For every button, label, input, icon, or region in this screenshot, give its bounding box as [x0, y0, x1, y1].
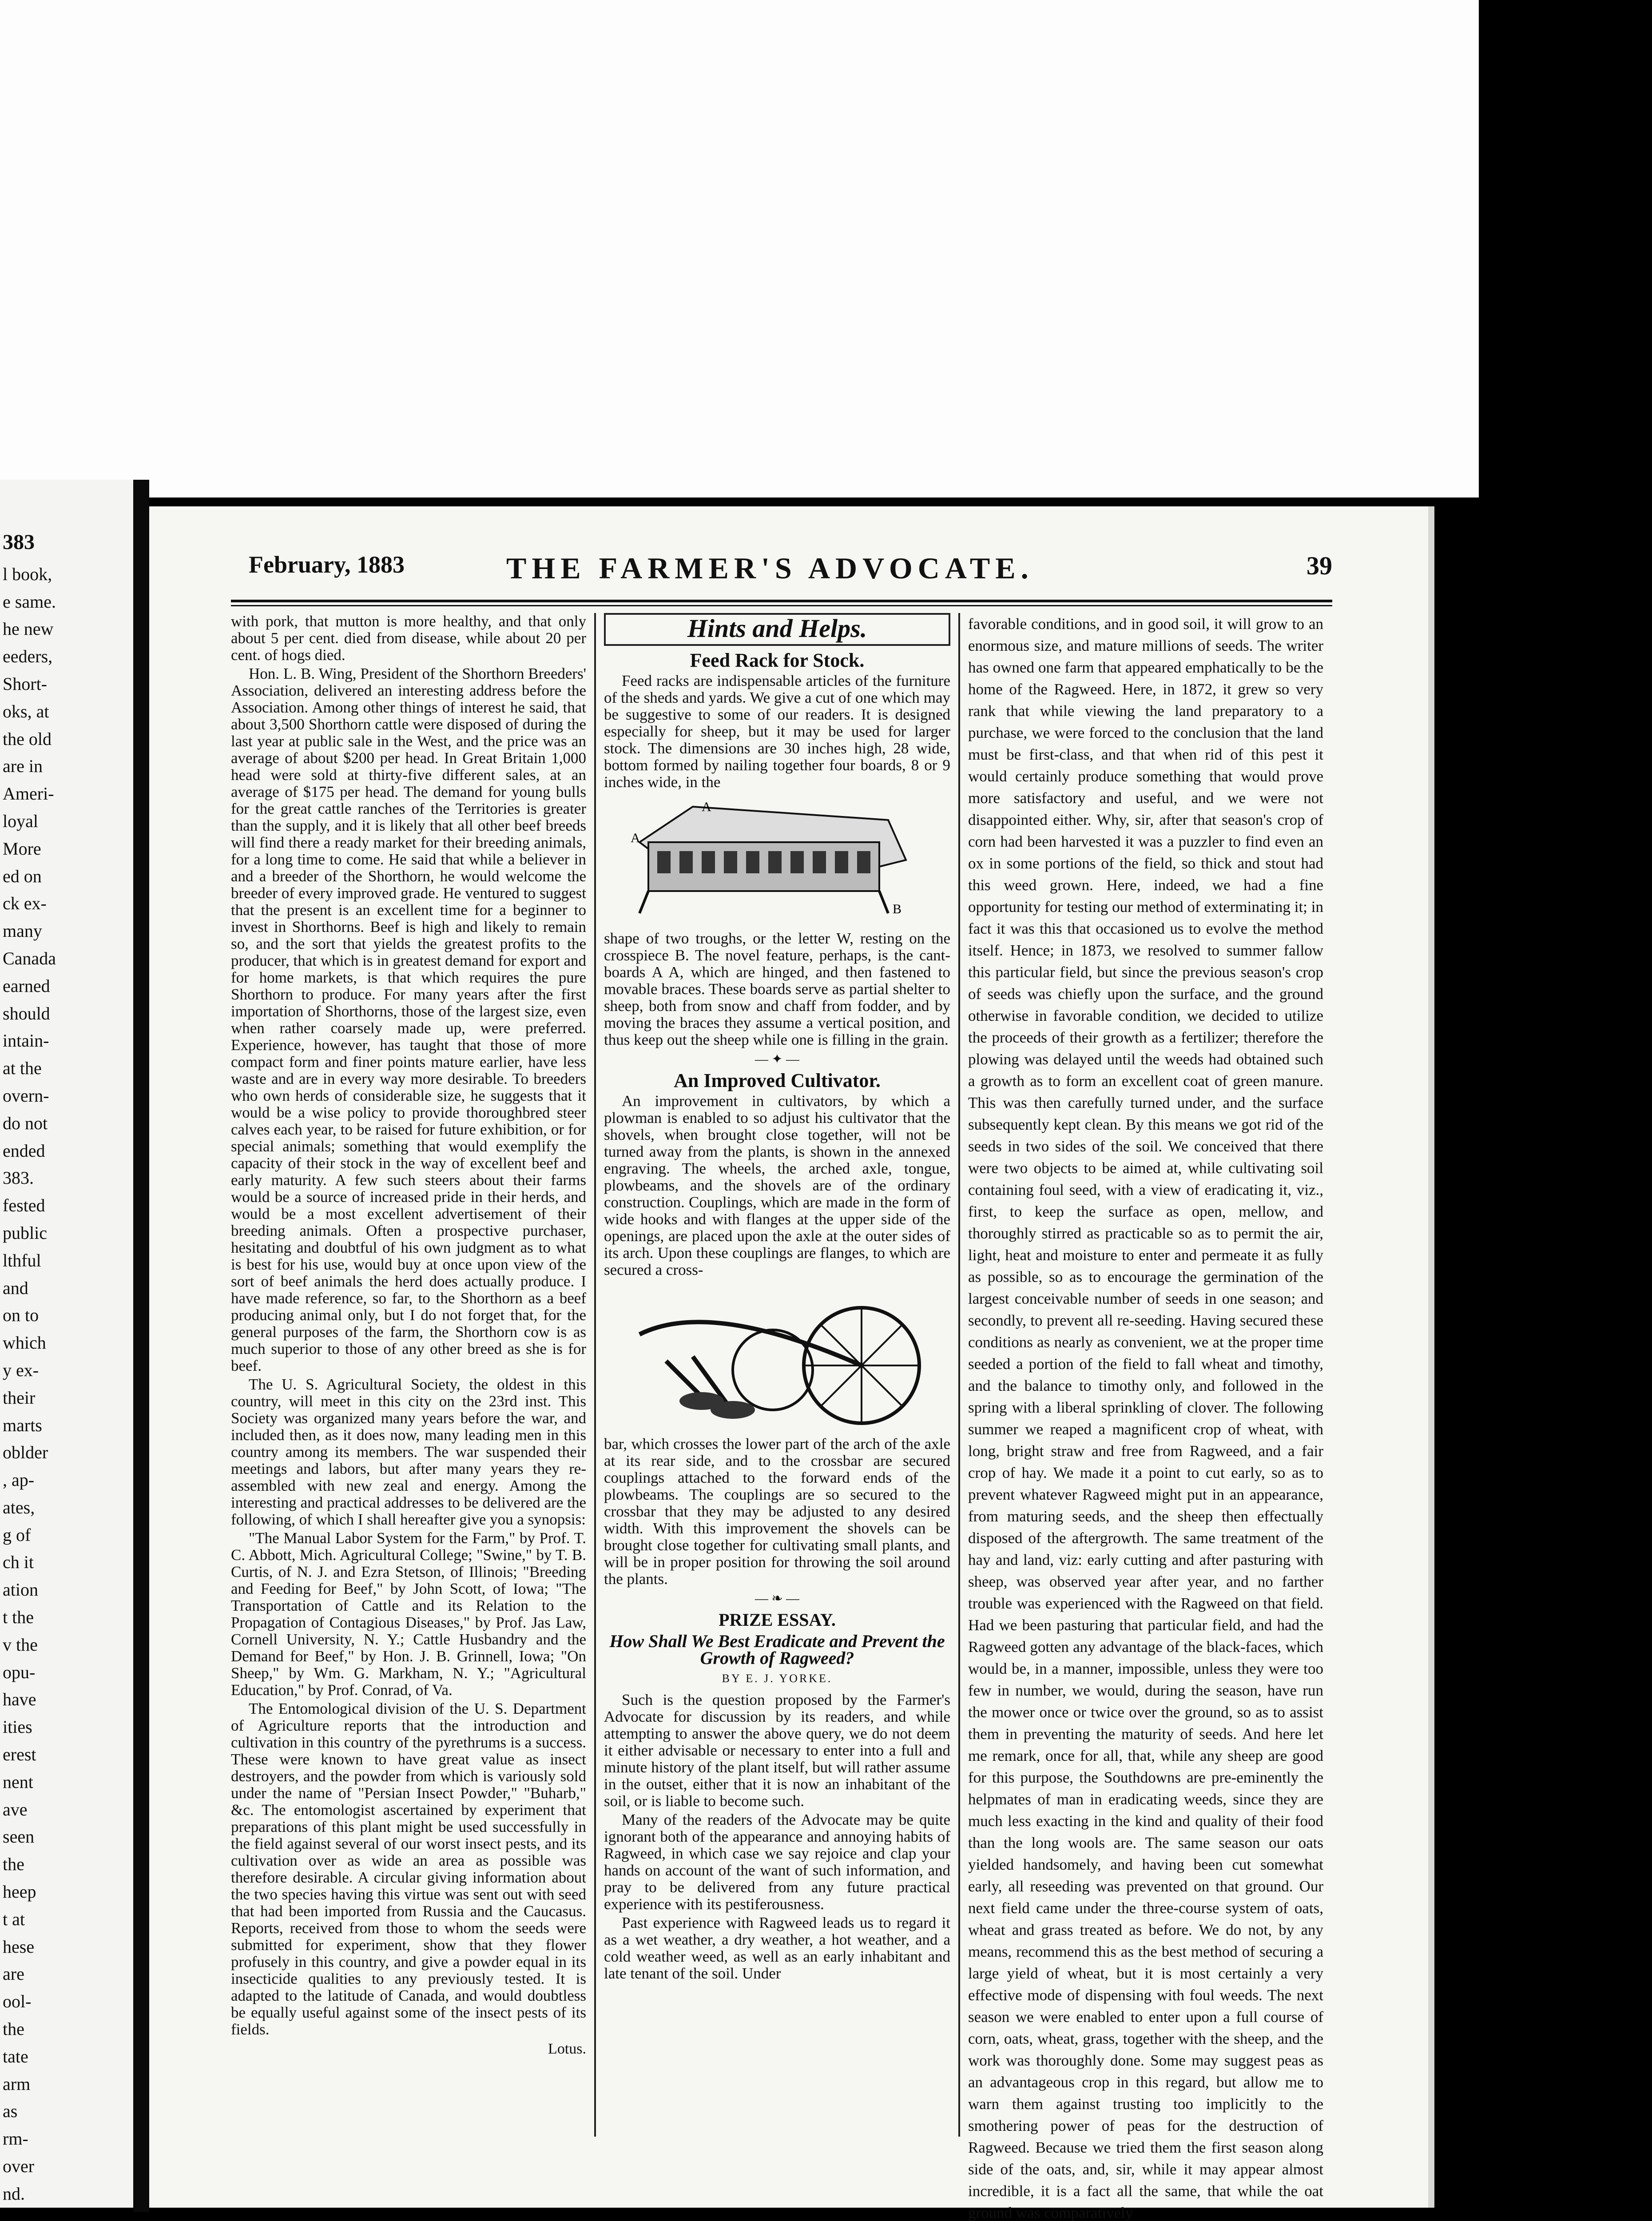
fig-label-b: B [893, 902, 902, 916]
left-page-line: Canada [3, 948, 56, 968]
left-page-line: he new [3, 619, 54, 639]
paragraph: with pork, that mutton is more healthy, and that only about 5 per cent. died from disease, while about 20 per cent. of hogs died. [231, 613, 586, 664]
page-number: 39 [1307, 551, 1332, 580]
left-page-line: at the [3, 1058, 42, 1079]
left-page-line: ation [3, 1580, 38, 1600]
left-page-line: lthful [3, 1250, 41, 1270]
paragraph: "The Manual Labor System for the Farm," by Prof. T. C. Abbott, Mich. Agricultural College; "Swine," by T. B. Curtis, of N. J. and Ezra Stetson, of Illinois; "Breeding and Feeding for Beef," by John Scott, of Iowa; "The Transportation of Cattle and its Relation to the Propagation of Contagious Diseases," by Prof. Jas Law, Cornell University, N. Y.; Cattle Husbandry and the Demand for Beef," by Hon. J. B. Grinnell, Iowa; "On Sheep," by Wm. G. Markham, N. Y.; "Agricultural Education," by Prof. Conrad, of Va. [231, 1529, 586, 1699]
left-page-line: nent [3, 1771, 33, 1792]
paragraph: An improvement in cultivators, by which a plowman is enabled to so adjust his cultivator that the shovels, when brought close together, will not be turned away from the plants, is shown in the annexed engraving. The wheels, the arched axle, tongue, plowbeams, and the shovels are of the ordinary construction. Couplings, which are made in the form of wide hooks and with flanges at the upper side of the openings, are placed upon the axle at the outer sides of its arch. Upon these couplings are flanges, to which are secured a cross- [604, 1092, 950, 1278]
left-page-line: ch it [3, 1552, 34, 1572]
column-divider [958, 613, 960, 2137]
left-page-line: are in [3, 756, 43, 776]
left-page-line: e same. [3, 591, 56, 612]
left-page-line: the [3, 1854, 24, 1875]
prize-label: PRIZE ESSAY. [719, 1610, 836, 1630]
left-page-line: , ap- [3, 1470, 35, 1490]
left-page-line: t the [3, 1607, 34, 1628]
column-divider [594, 613, 596, 2137]
left-page-line: opu- [3, 1662, 36, 1682]
issue-date: February, 1883 [249, 551, 405, 578]
left-page-line: arm [3, 2074, 31, 2094]
left-page-line: y ex- [3, 1360, 39, 1380]
left-page-header: 383 [3, 530, 35, 554]
left-page-line: fested [3, 1195, 45, 1216]
paragraph: The U. S. Agricultural Society, the oldest in this country, will meet in this city on the 23rd inst. This Society was organized many years before the war, and included then, as it does now, many leading men in this country among its members. The war suspended their meetings and labors, but after many years they re-assembled with new zeal and energy. Among the interesting and practical addresses to be delivered are the following, of which I shall hereafter give you a synopsis: [231, 1376, 586, 1528]
left-page-line: ool- [3, 1991, 32, 2012]
section-title: Hints and Helps. [687, 614, 867, 643]
section-box [604, 613, 950, 646]
left-page-line: overn- [3, 1085, 49, 1106]
column-1 [231, 613, 586, 2058]
paragraph: The Entomological division of the U. S. Department of Agriculture reports that the introduction and cultivation in this country of the pyrethrums is a success. These were known to have great value as insect destroyers, and the powder from which is variously sold under the name of "Persian Insect Powder," "Buharb," &c. The entomologist ascertained by experiment that preparations of this plant might be used successfully in the field against several of our worst insect pests, and its cultivation over as wide an area as possible was therefore desirable. A circular giving information about the two species having this virtue was sent out with seed that had been imported from Russia and the Caucasus. Reports, received from those to whom the seeds were submitted for experiment, show that they flower profusely in this country, and give a powder equal in its insecticide qualities to any previously tested. It is adapted to the latitude of Canada, and would doubtless be equally useful against some of the insect pests of its fields. [231, 1700, 586, 2038]
left-page-line: ck ex- [3, 893, 47, 914]
left-page-line: seen [3, 1827, 35, 1847]
left-page-line: hese [3, 1936, 35, 1957]
left-page-line: ended [3, 1140, 45, 1161]
header-rule [231, 600, 1332, 602]
byline: BY E. J. YORKE. [722, 1672, 833, 1685]
article-heading: How Shall We Best Eradicate and Prevent the Growth of Ragweed? [609, 1631, 945, 1668]
left-page-text [0, 561, 140, 2208]
left-page-line: Short- [3, 673, 47, 694]
left-page-line: intain- [3, 1031, 49, 1051]
left-page-line: rm- [3, 2129, 28, 2149]
ornament-divider: — ❧ — [755, 1591, 800, 1606]
paragraph: Past experience with Ragweed leads us to regard it as a wet weather, a dry weather, a hot weather, and a cold weather weed, as well as an early inhabitant and late tenant of the soil. Under [604, 1914, 950, 1982]
left-page-line: ities [3, 1717, 32, 1737]
left-page-line: More [3, 838, 41, 859]
book-spine [133, 480, 149, 2212]
column-2 [604, 613, 950, 1984]
left-page-line: erest [3, 1744, 36, 1765]
page-header [249, 551, 1332, 600]
column-3 [968, 613, 1323, 2221]
left-page-line: t at [3, 1909, 25, 1929]
left-page-line: ave [3, 1799, 28, 1819]
paragraph: bar, which crosses the lower part of the arch of the axle at its rear side, and to the crossbar are secured couplings attached to the forward ends of the plowbeams. The couplings are so secured to the crossbar that they may be adjusted to any desired width. With this improvement the shovels can be brought close together for cultivating small plants, and will be in proper position for throwing the soil around the plants. [604, 1435, 950, 1588]
left-page-line: are [3, 1964, 24, 1984]
left-page-line: l book, [3, 564, 52, 584]
fig-label-a: A [631, 831, 640, 845]
signature: Lotus. [548, 2041, 586, 2057]
left-page-line: earned [3, 975, 50, 996]
header-rule-thin [231, 605, 1332, 606]
fig-label-a2: A [702, 800, 711, 814]
left-page-line: which [3, 1333, 46, 1353]
article-heading: Feed Rack for Stock. [690, 649, 865, 671]
left-page-line: oblder [3, 1442, 48, 1463]
left-page-line: on to [3, 1305, 39, 1325]
left-page-line: marts [3, 1415, 42, 1435]
left-page-line: ed on [3, 866, 42, 886]
left-page-line: should [3, 1003, 50, 1023]
left-page-line: v the [3, 1634, 38, 1655]
cultivator-illustration [622, 1281, 933, 1432]
left-page-line: have [3, 1689, 36, 1710]
paragraph: Hon. L. B. Wing, President of the Shorthorn Breeders' Association, delivered an interesting address before the Association. Among other things of interest he said, that about 3,500 Shorthorn cattle were disposed of during the last year at public sale in the West, and the price was an average of about $200 per head. In Great Britain 1,000 head were sold at thirty-five different sales, at an average of $175 per head. The demand for young bulls for the great cattle ranches of the Territories is greater than the supply, and it is likely that all other beef breeds will find there a ready market for their breeding animals, for a long time to come. He said that while a believer in and a breeder of the Shorthorn, he would welcome the breeder of every improved grade. He ventured to suggest that the present is an excellent time for a beginner to invest in Shorthorns. Beef is high and likely to remain so, and the sort that yields the greatest profits to the producer, that which is in greatest demand for export and for home markets, is that which requires the pure Shorthorn to produce. For many years after the first importation of Shorthorns, those of the largest size, even when rather coarsely made up, were preferred. Experience, however, has taught that those of more compact form and finer points mature earlier, have less waste and are in every way more desirable. To breeders who own herds of considerable size, he suggests that it would be a wise policy to provide thoroughbred steer calves each year, to be raised for future exhibition, or for special animals; something that would exemplify the capacity of their stock in the way of excellent beef and early maturity. A few such steers about their farms would be a source of increased pride in their herds, and would be a most excellent advertisement of their breeding animals. Often a prospective purchaser, hesitating and doubtful of his own judgment as to what is best for his use, would buy at once upon view of the sort of beef animals the herd does actually produce. I have made reference, so far, to the Shorthorn as a beef producing animal only, but I do not forget that, for the general purposes of the farm, the Shorthorn cow is as much superior to those of any other breed as she is for beef. [231, 665, 586, 1374]
paragraph: Feed racks are indispensable articles of the furniture of the sheds and yards. We give a cut of one which may be suggestive to some of our readers. It is designed especially for sheep, but it may be used for larger stock. The dimensions are 30 inches high, 28 wide, bottom formed by nailing together four boards, 8 or 9 inches wide, in the [604, 672, 950, 791]
left-page-line: do not [3, 1113, 48, 1133]
left-page-line: their [3, 1387, 36, 1408]
left-page-line: 383. [3, 1168, 34, 1188]
paragraph: shape of two troughs, or the letter W, resting on the crosspiece B. The novel feature, perhaps, is the cant-boards A A, which are hinged, and then fastened to movable braces. These boards serve as partial shelter to sheep, both from snow and chaff from fodder, and by moving the braces they assume a vertical position, and thus keep out the sheep while one is filling in the grain. [604, 930, 950, 1048]
paragraph: Many of the readers of the Advocate may be quite ignorant both of the appearance and annoying habits of Ragweed, in which case we say rejoice and clap your hands on account of the want of such information, and pray to be delivered from any future practical experience with its pestiferousness. [604, 1811, 950, 1913]
left-page-fragment [0, 480, 140, 2208]
feed-rack-illustration [622, 793, 933, 927]
page-edge [1428, 506, 1434, 2208]
left-page-line: loyal [3, 811, 38, 831]
masthead-title: THE FARMER'S ADVOCATE. [506, 551, 1034, 585]
left-page-line: eeders, [3, 646, 53, 667]
left-page-line: Ameri- [3, 784, 54, 804]
left-page-line: ates, [3, 1497, 35, 1517]
left-page-line: public [3, 1222, 47, 1243]
article-heading: An Improved Cultivator. [674, 1070, 881, 1091]
left-page-line: and [3, 1278, 28, 1298]
left-page-line: oks, at [3, 701, 49, 721]
left-page-line: tate [3, 2046, 28, 2066]
left-page-line: as [3, 2101, 18, 2121]
left-page-line: over [3, 2156, 35, 2177]
left-page-line: the [3, 2019, 24, 2039]
scan-background [0, 0, 1479, 498]
ornament-divider: — ✦ — [755, 1052, 800, 1067]
left-page-line: many [3, 921, 42, 941]
paragraph: Such is the question proposed by the Farmer's Advocate for discussion by its readers, and while attempting to answer the above query, we do not deem it either advisable or necessary to enter into a full and minute history of the plant itself, but will rather assume in the outset, either that it is now an inhabitant of the soil, or is liable to become such. [604, 1691, 950, 1810]
paragraph: favorable conditions, and in good soil, it will grow to an enormous size, and mature millions of seeds. The writer has owned one farm that appeared emphatically to be the home of the Ragweed. Here, in 1872, it grew so very rank that while viewing the land preparatory to a purchase, we were forced to the conclusion that the land must be first-class, and that when rid of this pest it would certainly produce something that would prove more satisfactory and useful, and we were not disappointed either. Why, sir, after that season's crop of corn had been harvested it was a puzzler to find even an ox in some portions of the field, so thick and stout had this weed grown. Here, indeed, we had a fine opportunity for testing our method of exterminating it; in fact it was this that occasioned us to evolve the method itself. Hence; in 1873, we resolved to summer fallow this particular field, but since the previous season's crop of seeds was chiefly upon the surface, and the ground otherwise in favorable condition, we decided to utilize the proceeds of their growth as a fertilizer; therefore the plowing was delayed until the weeds had obtained such a growth as to form an excellent coat of green manure. This was then carefully turned under, and the surface subsequently kept clean. By this means we got rid of the seeds in two sides of the soil. We conceived that there were two objects to be aimed at, while cultivating soil containing foul seed, with a view of eradicating it, viz., first, to keep the surface as open, mellow, and thoroughly stirred as practicable so as to permit the air, light, heat and moisture to enter and permeate it as fully as possible, so as to encourage the germination of the largest conceivable number of seeds in one season; and secondly, to prevent all re-seeding. Having secured these conditions as nearly as convenient, we at the proper time seeded a portion of the field to fall wheat and timothy, and the balance to timothy only, and followed in the spring with a liberal sprinkling of clover. The following summer we reaped a magnificent crop of wheat, with long, bright straw and free from Ragweed, and a fair crop of hay. We made it a point to cut early, so as to prevent whatever Ragweed might put in an appearance, from maturing seeds, and the sheep then effectually disposed of the aftergrowth. The same treatment of the hay and land, viz: early cutting and after pasturing with sheep, was observed year after year, and no farther trouble was experienced with the Ragweed on that field. Had we been pasturing that particular field, and had the Ragweed gotten any advantage of the black-faces, which would be, in a manner, impossible, unless they were too few in number, we would, during the season, have run the mower once or twice over the ground, so as to assist them in preventing the maturity of seeds. And here let me remark, once for all, that, while any sheep are good for this purpose, the Southdowns are pre-eminently the helpmates of man in eradicating weeds, since they are much less exacting in the kind and quality of their food than the long wools are. The same season our oats yielded handsomely, and having been cut somewhat early, all reseeding was prevented on that ground. Our next field came under the three-course system of oats, wheat and grass treated as before. We do not, by any means, recommend this as the best method of securing a large yield of wheat, but it is most certainly a very effective mode of dispensing with foul weeds. The next season we were enabled to enter upon a full course of corn, oats, wheat, grass, together with the sheep, and the work was thoroughly done. Some may suggest peas as an advantageous crop in this regard, but allow me to warn them against trusting too implicitly to the smothering power of peas for the destruction of Ragweed. Because we tried them the first season along side of the oats, and, sir, while it may appear almost incredible, it is a fact all the same, that while the oat ground was comparatively [968, 615, 1323, 2221]
left-page-line: heep [3, 1882, 36, 1902]
left-page-line: nd. [3, 2183, 25, 2204]
left-page-line: g of [3, 1524, 31, 1545]
left-page-line: the old [3, 728, 52, 749]
